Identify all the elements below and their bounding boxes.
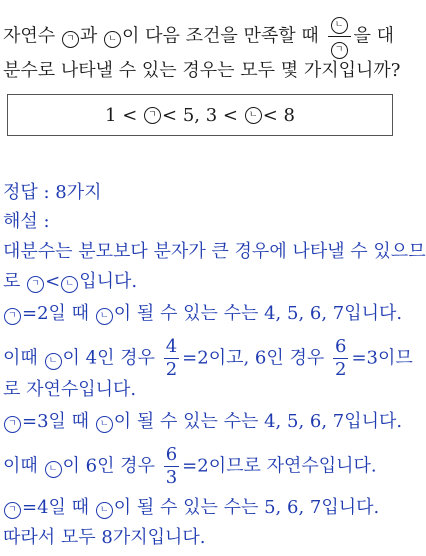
explanation-text: 이 될 수 있는 수는 4, 5, 6, 7입니다. — [113, 411, 403, 432]
circled-giyeok: ㄱ — [4, 416, 21, 433]
explanation-text: =2이므로 자연수입니다. — [182, 455, 377, 477]
answer-line — [3, 181, 102, 205]
explanation-line-2 — [3, 270, 137, 294]
explanation-label: 해설 : — [3, 211, 50, 232]
explanation-text: =2이고, 6인 경우 — [182, 347, 325, 369]
explanation-line-5: 로 자연수입니다. — [3, 379, 137, 400]
explanation-line-1: 대분수는 분모보다 분자가 큰 경우에 나타낼 수 있으므 — [3, 241, 426, 262]
circled-nieun: ㄴ — [96, 416, 113, 433]
explanation-text: 입니다. — [79, 271, 138, 292]
explanation-line-8 — [3, 496, 379, 520]
circled-nieun: ㄴ — [331, 17, 348, 34]
fraction-denominator: 2 — [334, 359, 347, 380]
circled-nieun: ㄴ — [61, 276, 78, 293]
explanation-text: =4일 때 — [22, 497, 90, 518]
explanation-text: 로 — [3, 271, 21, 292]
condition-text: < 5, 3 < — [162, 104, 238, 126]
fraction-numerator: 4 — [165, 336, 178, 357]
circled-nieun: ㄴ — [96, 308, 113, 325]
explanation-text: 이때 — [3, 347, 38, 369]
answer-value: 8가지 — [55, 182, 102, 203]
explanation-text: =3일 때 — [22, 411, 90, 432]
explanation-line-3 — [3, 302, 402, 326]
condition-text: < 8 — [262, 104, 295, 126]
explanation-text: =2일 때 — [22, 303, 90, 324]
condition-box — [7, 94, 393, 136]
explanation-text: 이 될 수 있는 수는 4, 5, 6, 7입니다. — [113, 303, 403, 324]
question-text: 이 다음 조건을 만족할 때 — [122, 25, 319, 47]
explanation-text: < — [45, 271, 61, 292]
circled-nieun: ㄴ — [96, 502, 113, 519]
fraction-denominator: 3 — [165, 467, 178, 488]
circled-nieun: ㄴ — [45, 353, 62, 370]
question-line-2: 분수로 나타낼 수 있는 경우는 모두 몇 가지입니까? — [3, 60, 401, 81]
circled-giyeok: ㄱ — [27, 276, 44, 293]
circled-giyeok: ㄱ — [144, 107, 161, 124]
explanation-text: 이 될 수 있는 수는 5, 6, 7입니다. — [113, 497, 380, 518]
fraction-numerator: 6 — [334, 336, 347, 357]
explanation-text: 이 6인 경우 — [62, 455, 155, 477]
circled-giyeok: ㄱ — [62, 31, 79, 48]
explanation-line-7 — [3, 446, 377, 487]
fraction-nieun-over-giyeok — [328, 14, 351, 59]
fraction-4-over-2 — [164, 338, 179, 379]
explanation-line-4 — [3, 338, 413, 379]
circled-giyeok: ㄱ — [4, 308, 21, 325]
circled-giyeok: ㄱ — [4, 502, 21, 519]
circled-giyeok: ㄱ — [331, 42, 348, 59]
circled-nieun: ㄴ — [45, 461, 62, 478]
circled-nieun: ㄴ — [245, 107, 262, 124]
fraction-6-over-3 — [164, 446, 179, 487]
explanation-line-6 — [3, 410, 402, 434]
fraction-6-over-2 — [333, 338, 348, 379]
fraction-denominator: 2 — [165, 359, 178, 380]
explanation-text: =3이므 — [351, 347, 413, 369]
circled-nieun: ㄴ — [104, 31, 121, 48]
question-line-1 — [3, 14, 394, 59]
question-text: 을 대 — [353, 25, 395, 47]
condition-text: 1 < — [105, 104, 138, 126]
answer-label: 정답 : — [3, 182, 50, 203]
explanation-text: 이 4인 경우 — [62, 347, 155, 369]
question-text: 과 — [79, 25, 98, 47]
explanation-text: 이때 — [3, 455, 38, 477]
explanation-line-9: 따라서 모두 8가지입니다. — [3, 527, 206, 548]
question-text: 자연수 — [3, 25, 56, 47]
fraction-numerator: 6 — [165, 444, 178, 465]
